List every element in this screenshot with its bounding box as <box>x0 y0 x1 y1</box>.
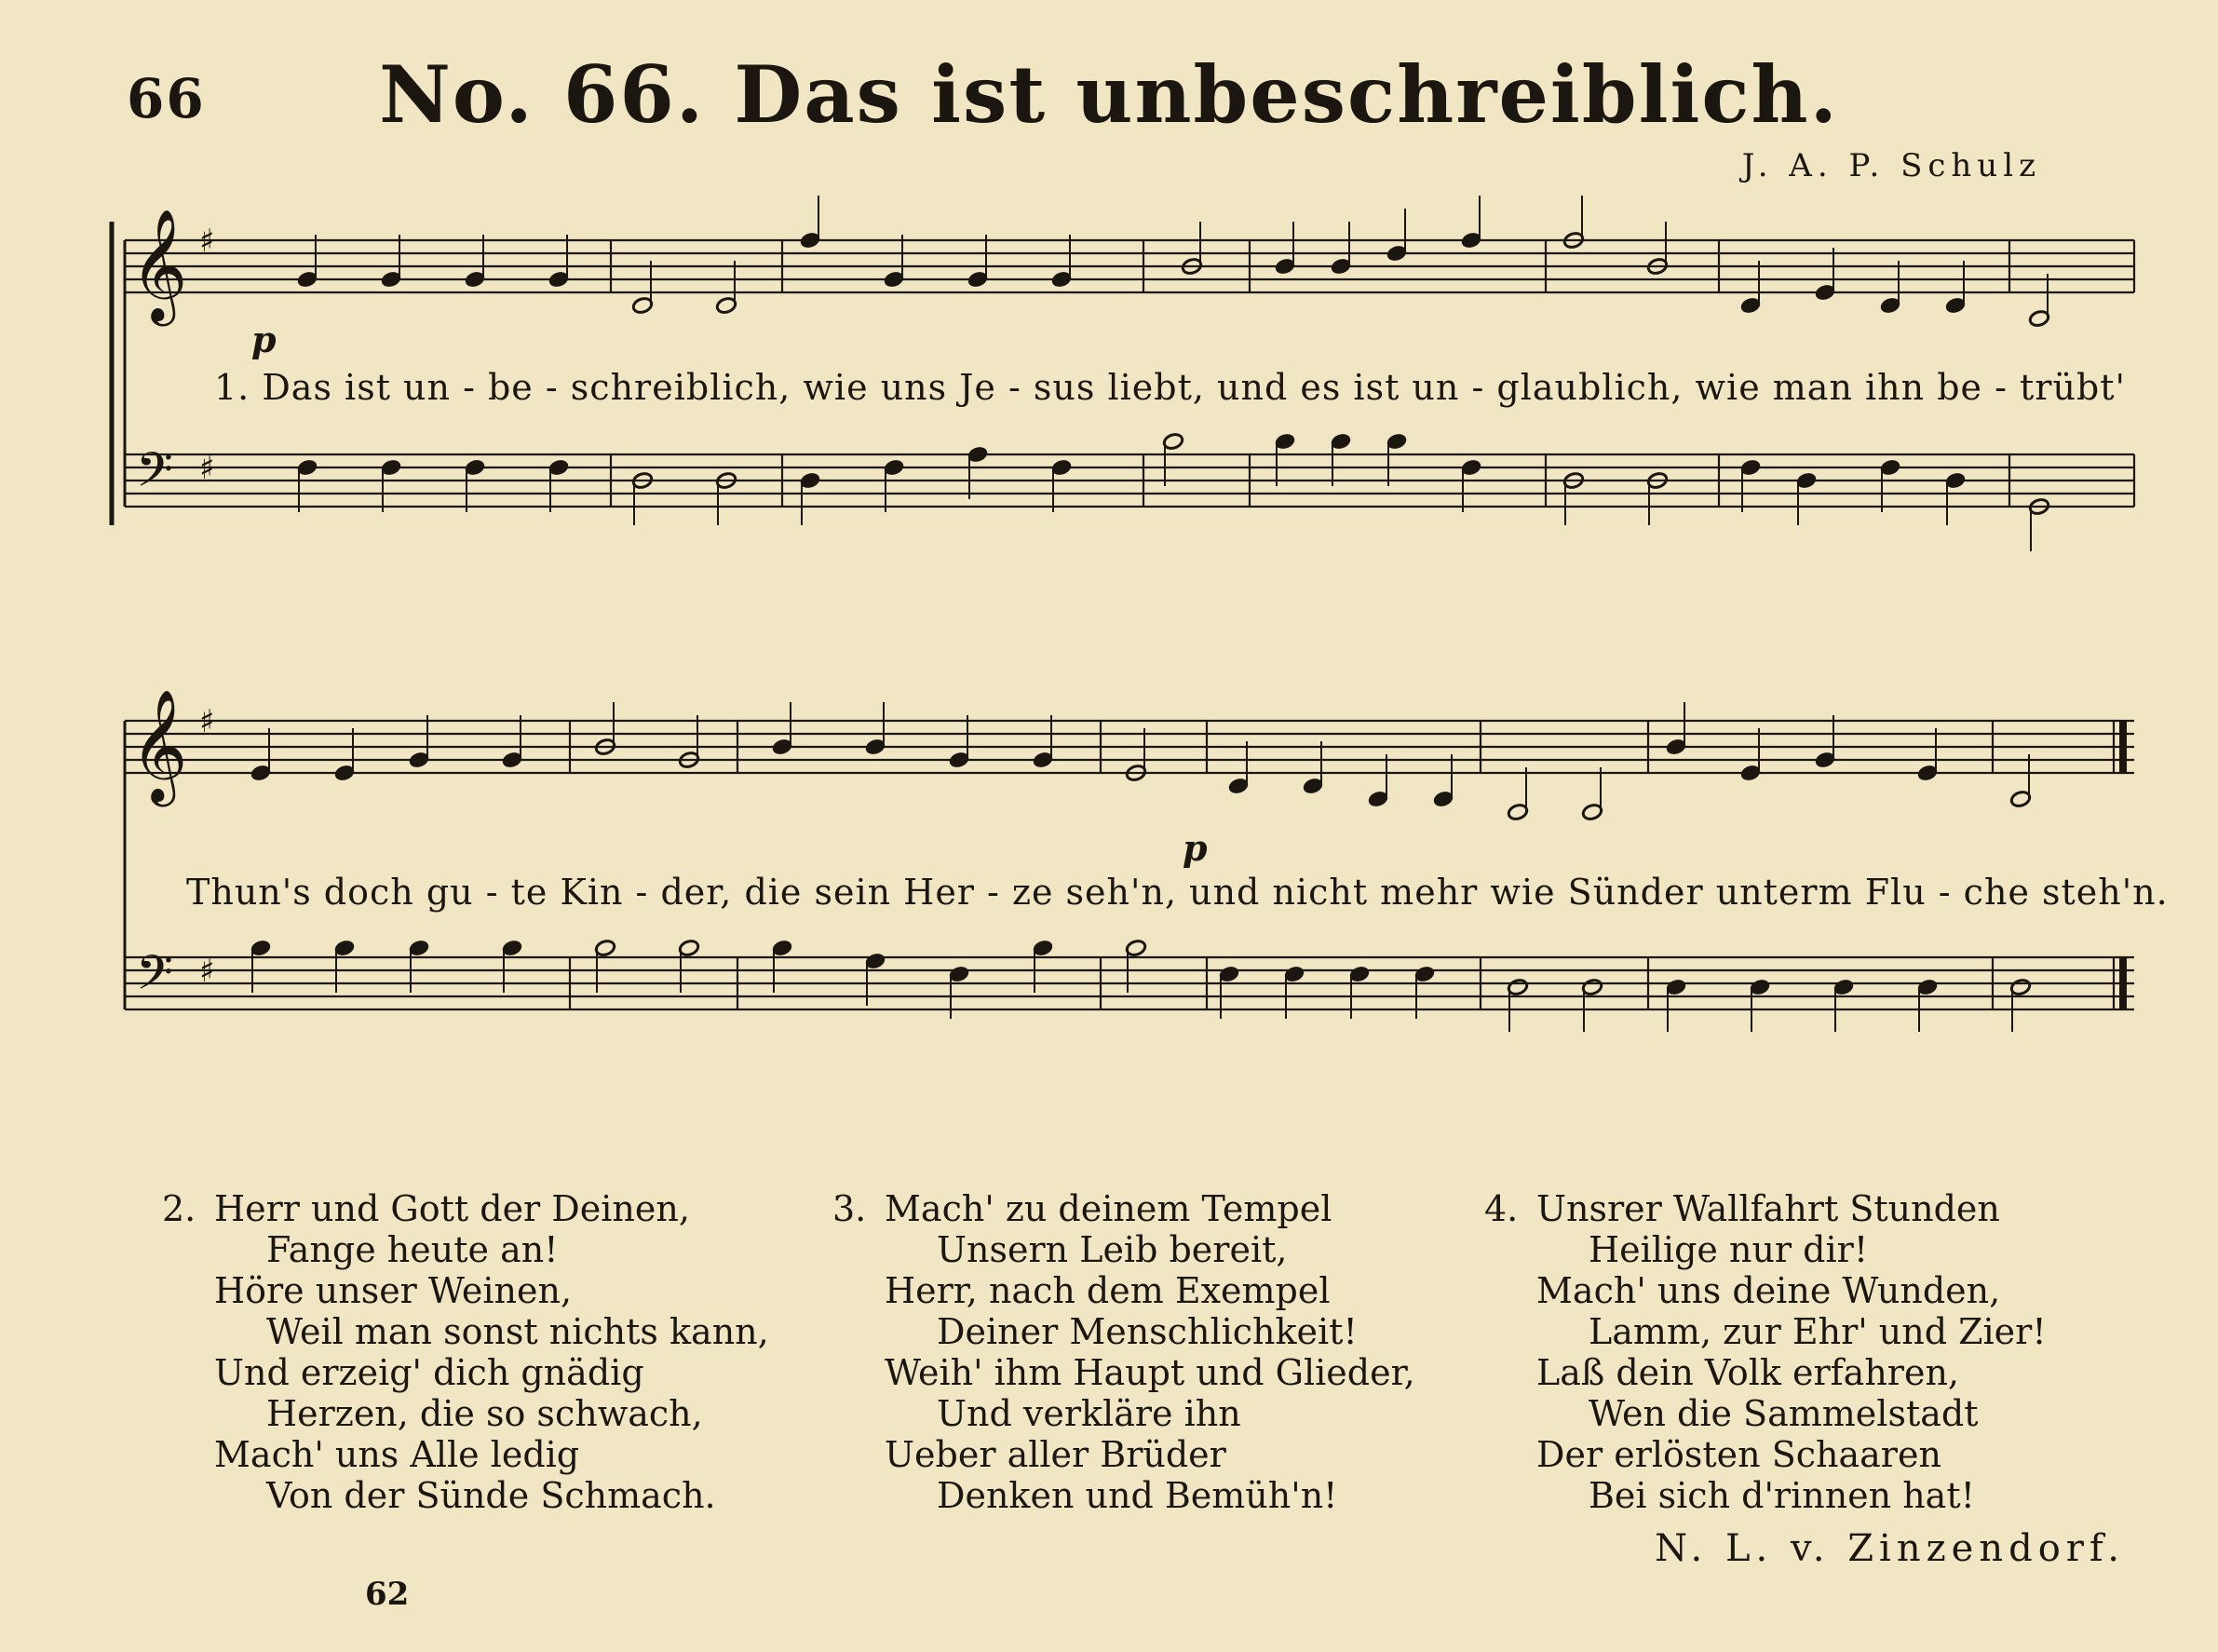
treble-clef: 𝄞 <box>130 688 188 802</box>
lyric-line-1: 1. Das ist un - be - schreiblich, wie uns Je - sus liebt, und es ist un - glaublich, wie man ihn be - trübt' <box>214 367 2126 408</box>
verse-line: Und verkläre ihn <box>937 1393 1241 1434</box>
verse-line: Und erzeig' dich gnädig <box>214 1352 644 1393</box>
verse-line: Herr, nach dem Exempel <box>885 1270 1331 1311</box>
lyricist-credit: N. L. v. Zinzendorf. <box>1655 1527 2125 1570</box>
bass-clef: 𝄢 <box>136 944 173 1012</box>
dynamic-mark: p <box>1183 827 1208 869</box>
verse-number: 2. <box>162 1188 196 1229</box>
verse-line: Lamm, zur Ehr' und Zier! <box>1589 1311 2047 1352</box>
verse-line: 3. Mach' zu deinem Tempel <box>832 1188 1332 1229</box>
verse-line: Der erlösten Schaaren <box>1536 1434 1941 1475</box>
verse-line: Höre unser Weinen, <box>214 1270 573 1311</box>
verse-line: Mach' uns deine Wunden, <box>1536 1270 2001 1311</box>
hymn-title: No. 66. Das ist unbeschreiblich. <box>379 48 1839 141</box>
verse-line: Bei sich d'rinnen hat! <box>1589 1475 1975 1516</box>
verse-line: Mach' uns Alle ledig <box>214 1434 580 1475</box>
verse-3 <box>832 1188 1415 1516</box>
verse-line: Denken und Bemüh'n! <box>937 1475 1338 1516</box>
verse-line: Ueber aller Brüder <box>885 1434 1226 1475</box>
verse-line: Unsern Leib bereit, <box>937 1229 1288 1270</box>
verse-line: Herzen, die so schwach, <box>266 1393 703 1434</box>
verse-4 <box>1484 1188 2047 1516</box>
verse-line: 2. Herr und Gott der Deinen, <box>162 1188 690 1229</box>
verse-line: 4. Unsrer Wallfahrt Stunden <box>1484 1188 2000 1229</box>
key-sharp: ♯ <box>199 450 215 487</box>
verse-line: Weih' ihm Haupt und Glieder, <box>885 1352 1415 1393</box>
verse-line: Laß dein Volk erfahren, <box>1536 1352 1960 1393</box>
bass-clef: 𝄢 <box>136 441 173 509</box>
footer-page-number: 62 <box>365 1576 410 1613</box>
lyric-line-2: Thun's doch gu - te Kin - der, die sein Her - ze seh'n, und nicht mehr wie Sünder unterm Flu - che steh'n. <box>186 872 2169 913</box>
verse-line: Von der Sünde Schmach. <box>266 1475 716 1516</box>
composer-credit: J. A. P. Schulz <box>1741 147 2041 184</box>
key-sharp: ♯ <box>199 223 215 260</box>
verse-line: Heilige nur dir! <box>1589 1229 1869 1270</box>
page-number: 66 <box>127 67 206 130</box>
key-sharp: ♯ <box>199 953 215 990</box>
key-sharp: ♯ <box>199 703 215 740</box>
verse-line: Deiner Menschlichkeit! <box>937 1311 1358 1352</box>
treble-clef: 𝄞 <box>130 208 188 321</box>
verse-line: Fange heute an! <box>266 1229 559 1270</box>
verse-number: 4. <box>1484 1188 1519 1229</box>
verse-2 <box>162 1188 769 1516</box>
verse-line: Wen die Sammelstadt <box>1589 1393 1979 1434</box>
dynamic-mark: p <box>251 318 277 360</box>
verse-line: Weil man sonst nichts kann, <box>266 1311 769 1352</box>
verse-number: 3. <box>832 1188 867 1229</box>
